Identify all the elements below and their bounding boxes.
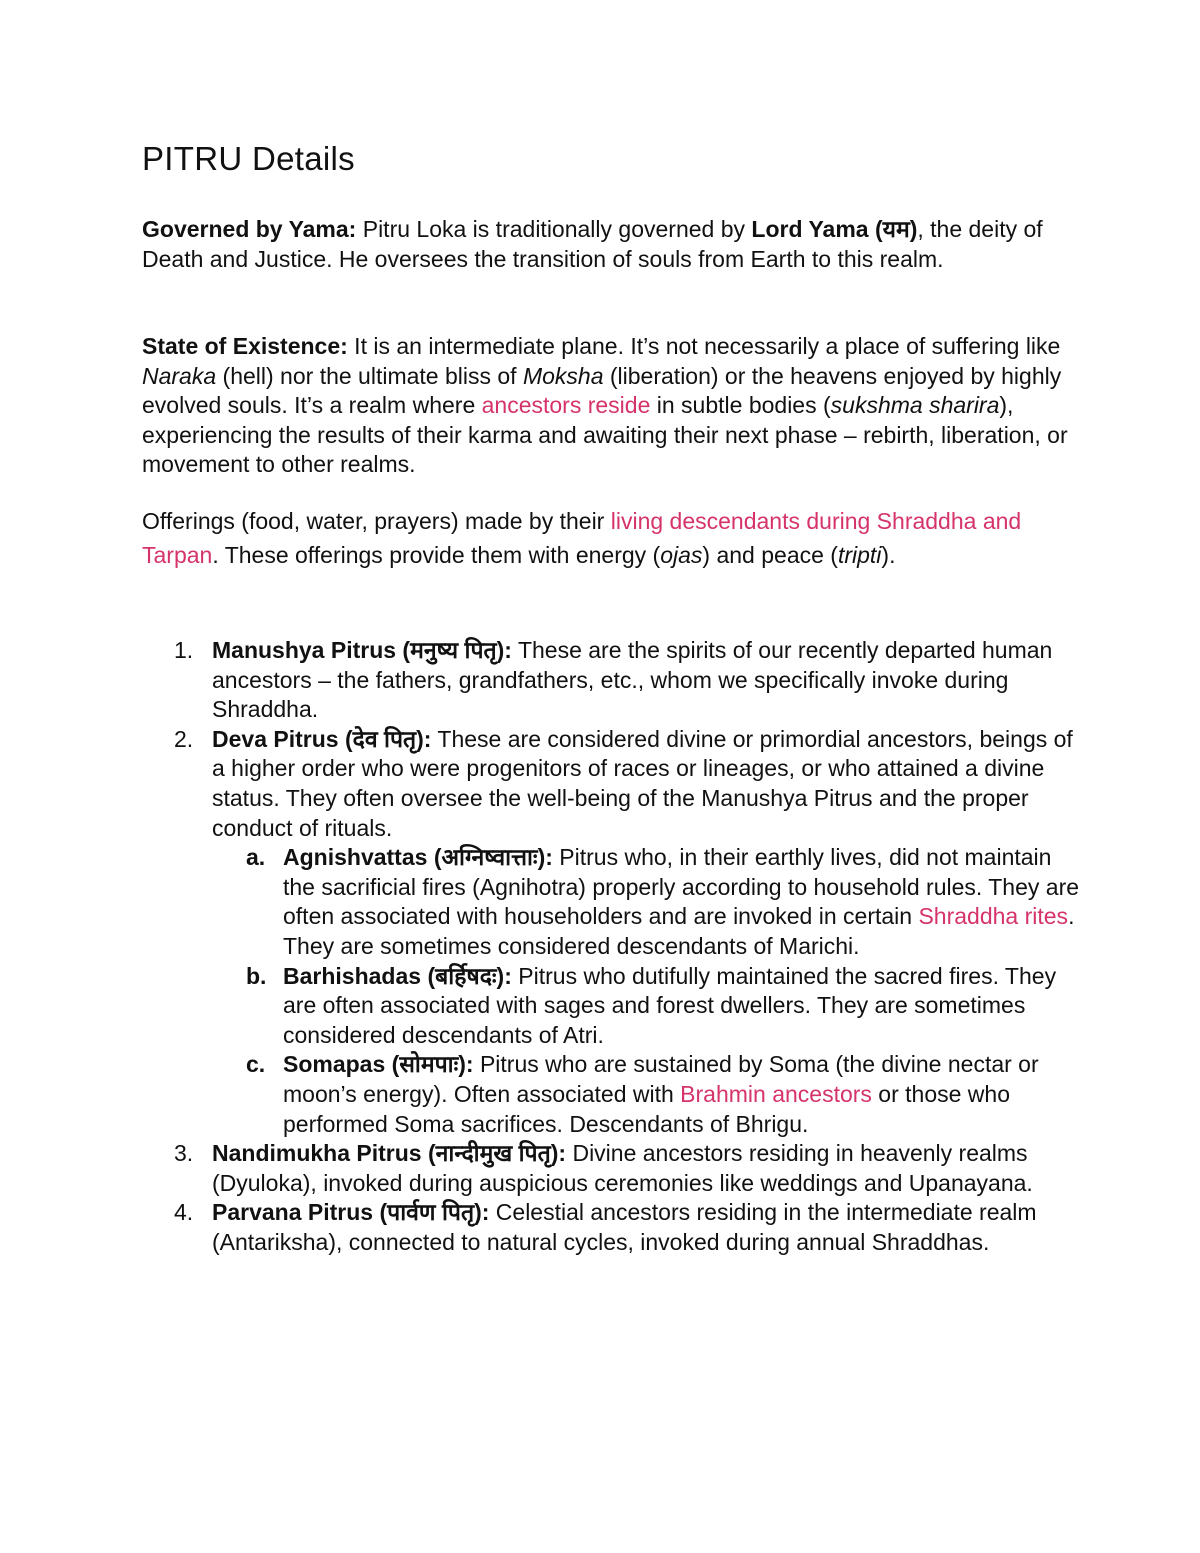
sublist-item-text: Pitrus who are sustained by Soma (the divine nectar or moon’s energy). Often associated with xyxy=(283,1051,1039,1107)
sublist-item-text: Pitrus who, in their earthly lives, did not maintain the sacrificial fires (Agnihotra) properly according to household rules. They are often associated with householders and are invoked in certain xyxy=(283,844,1080,930)
sublist-item-label: Somapas (सोमपाः): xyxy=(283,1051,474,1078)
highlight-living-descendants: living descendants during Shraddha and Tarpan xyxy=(142,508,1022,568)
list-item-parvana xyxy=(142,1198,1082,1257)
sublist-item-text-2: . They are sometimes considered descendants of Marichi. xyxy=(283,903,1075,959)
state-text-3: (liberation) or the heavens enjoyed by highly evolved souls. It’s a realm where xyxy=(142,362,1062,419)
pitru-types-list xyxy=(142,636,1082,1257)
list-number: 4. xyxy=(174,1199,194,1226)
offerings-tripti: tripti xyxy=(837,542,882,568)
paragraph-offerings xyxy=(142,504,1082,572)
page-title: PITRU Details xyxy=(142,140,355,177)
state-naraka: Naraka xyxy=(142,362,217,389)
list-item-text: These are the spirits of our recently departed human ancestors – the fathers, grandfathers, etc., whom we specifically invoke during Shraddha. xyxy=(212,637,1053,723)
sublist-item-agnishvattas xyxy=(142,843,1082,961)
state-text-4: in subtle bodies ( xyxy=(650,392,831,419)
sublist-item-text: Pitrus who dutifully maintained the sacred fires. They are often associated with sages and forest dwellers. They are sometimes considered descendants of Atri. xyxy=(283,962,1057,1048)
highlight-brahmin-ancestors: Brahmin ancestors xyxy=(680,1080,872,1107)
sublist-letter: b. xyxy=(246,962,267,989)
state-label: State of Existence: xyxy=(142,333,348,359)
highlight-ancestors-reside: ancestors reside xyxy=(481,392,651,419)
offerings-text-4: ). xyxy=(881,542,896,568)
list-item-label: Manushya Pitrus (मनुष्य पितृ): xyxy=(212,637,512,663)
sublist-item-text-2: or those who performed Soma sacrifices. Descendants of Bhrigu. xyxy=(283,1080,1011,1137)
list-item-deva xyxy=(142,725,1082,1139)
state-text-2: (hell) nor the ultimate bliss of xyxy=(216,362,523,389)
list-item-manushya xyxy=(142,636,1082,725)
offerings-text-2: . These offerings provide them with energy ( xyxy=(212,542,661,568)
offerings-text-1: Offerings (food, water, prayers) made by their xyxy=(142,508,611,534)
sublist-letter: c. xyxy=(246,1051,266,1078)
lord-yama: Lord Yama (यम) xyxy=(751,216,918,242)
state-sukshma-sharira: sukshma sharira xyxy=(830,392,1000,419)
deva-subtypes-list xyxy=(212,843,1082,1139)
list-number: 3. xyxy=(174,1140,194,1167)
sublist-item-somapas xyxy=(142,1050,1082,1139)
sublist-item-label: Barhishadas (बर्हिषदः): xyxy=(283,962,512,989)
highlight-shraddha-rites: Shraddha rites xyxy=(918,903,1069,930)
paragraph-governed-by-yama xyxy=(142,215,1082,274)
list-item-label: Parvana Pitrus (पार्वण पितृ): xyxy=(212,1199,490,1226)
offerings-text-3: ) and peace ( xyxy=(702,542,838,568)
governed-text-1: Pitru Loka is traditionally governed by xyxy=(356,216,752,242)
sublist-letter: a. xyxy=(246,844,266,871)
list-item-nandimukha xyxy=(142,1139,1082,1198)
sublist-item-barhishadas xyxy=(142,962,1082,1051)
list-item-text: Divine ancestors residing in heavenly realms (Dyuloka), invoked during auspicious ceremonies like weddings and Upanayana. xyxy=(212,1140,1033,1196)
state-moksha: Moksha xyxy=(522,362,604,389)
list-number: 1. xyxy=(174,637,194,663)
list-number: 2. xyxy=(174,725,194,752)
sublist-item-label: Agnishvattas (अग्निष्वात्ताः): xyxy=(283,844,553,871)
list-item-label: Nandimukha Pitrus (नान्दीमुख पितृ): xyxy=(212,1140,567,1167)
state-text-5: ), experiencing the results of their karma and awaiting their next phase – rebirth, liberation, or movement to other realms. xyxy=(142,392,1068,478)
list-item-text: Celestial ancestors residing in the intermediate realm (Antariksha), connected to natural cycles, invoked during annual Shraddhas. xyxy=(212,1199,1037,1255)
governed-text-2: , the deity of Death and Justice. He oversees the transition of souls from Earth to this realm. xyxy=(142,216,1043,272)
offerings-ojas: ojas xyxy=(660,542,703,568)
state-text-1: It is an intermediate plane. It’s not necessarily a place of suffering like xyxy=(347,333,1061,359)
paragraph-state-of-existence xyxy=(142,332,1082,480)
list-item-label: Deva Pitrus (देव पितृ): xyxy=(212,725,432,752)
governed-label: Governed by Yama: xyxy=(142,216,357,242)
list-item-text: These are considered divine or primordial ancestors, beings of a higher order who were progenitors of races or lineages, or who attained a divine status. They often oversee the well-being of the Manushya Pitrus and the proper conduct of rituals. xyxy=(212,725,1073,841)
